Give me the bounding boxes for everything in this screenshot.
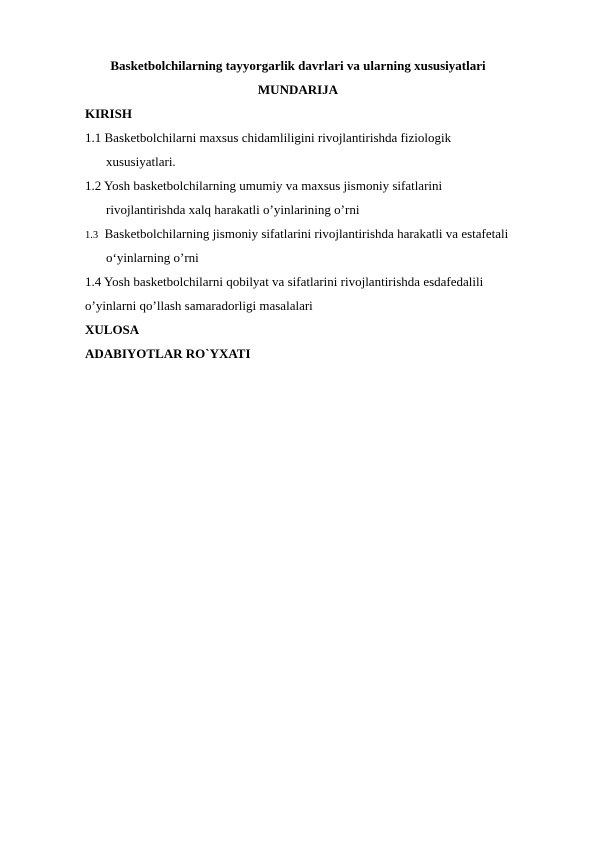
toc-heading: MUNDARIJA <box>257 82 339 97</box>
toc-item-1-1-continued: xususiyatlari. <box>106 154 176 169</box>
toc-item-intro: KIRISH <box>85 106 132 121</box>
toc-item-number: 1.1 <box>85 130 102 145</box>
toc-item-number: 1.2 <box>85 178 102 193</box>
toc-item-1-4 <box>85 274 483 290</box>
toc-item-1-1 <box>85 130 451 146</box>
document-title: Basketbolchilarning tayyorgarlik davrlari va ularning xususiyatlari <box>110 58 486 73</box>
toc-item-1-2 <box>85 178 442 194</box>
toc-item-number: 1.3 <box>85 230 99 241</box>
toc-item-references: ADABIYOTLAR RO`YXATI <box>85 346 251 361</box>
toc-item-1-3-continued: o‘yinlarning o’rni <box>106 250 199 265</box>
toc-item-conclusion: XULOSA <box>85 322 140 337</box>
toc-item-number: 1.4 <box>85 274 102 289</box>
toc-item-1-4-continued: o’yinlarni qo’llash samaradorligi masalalari <box>85 298 313 313</box>
toc-item-text: Yosh basketbolchilarning umumiy va maxsus jismoniy sifatlarini <box>104 178 443 193</box>
toc-item-1-2-continued: rivojlantirishda xalq harakatli o’yinlarining o’rni <box>106 202 360 217</box>
toc-item-text: Basketbolchilarni maxsus chidamliligini rivojlantirishda fiziologik <box>104 130 452 145</box>
toc-item-text: Yosh basketbolchilarni qobilyat va sifatlarini rivojlantirishda esdafedalili <box>104 274 484 289</box>
toc-item-text: Basketbolchilarning jismoniy sifatlarini rivojlantirishda harakatli va estafetali <box>104 226 509 241</box>
toc-item-1-3 <box>85 226 508 244</box>
